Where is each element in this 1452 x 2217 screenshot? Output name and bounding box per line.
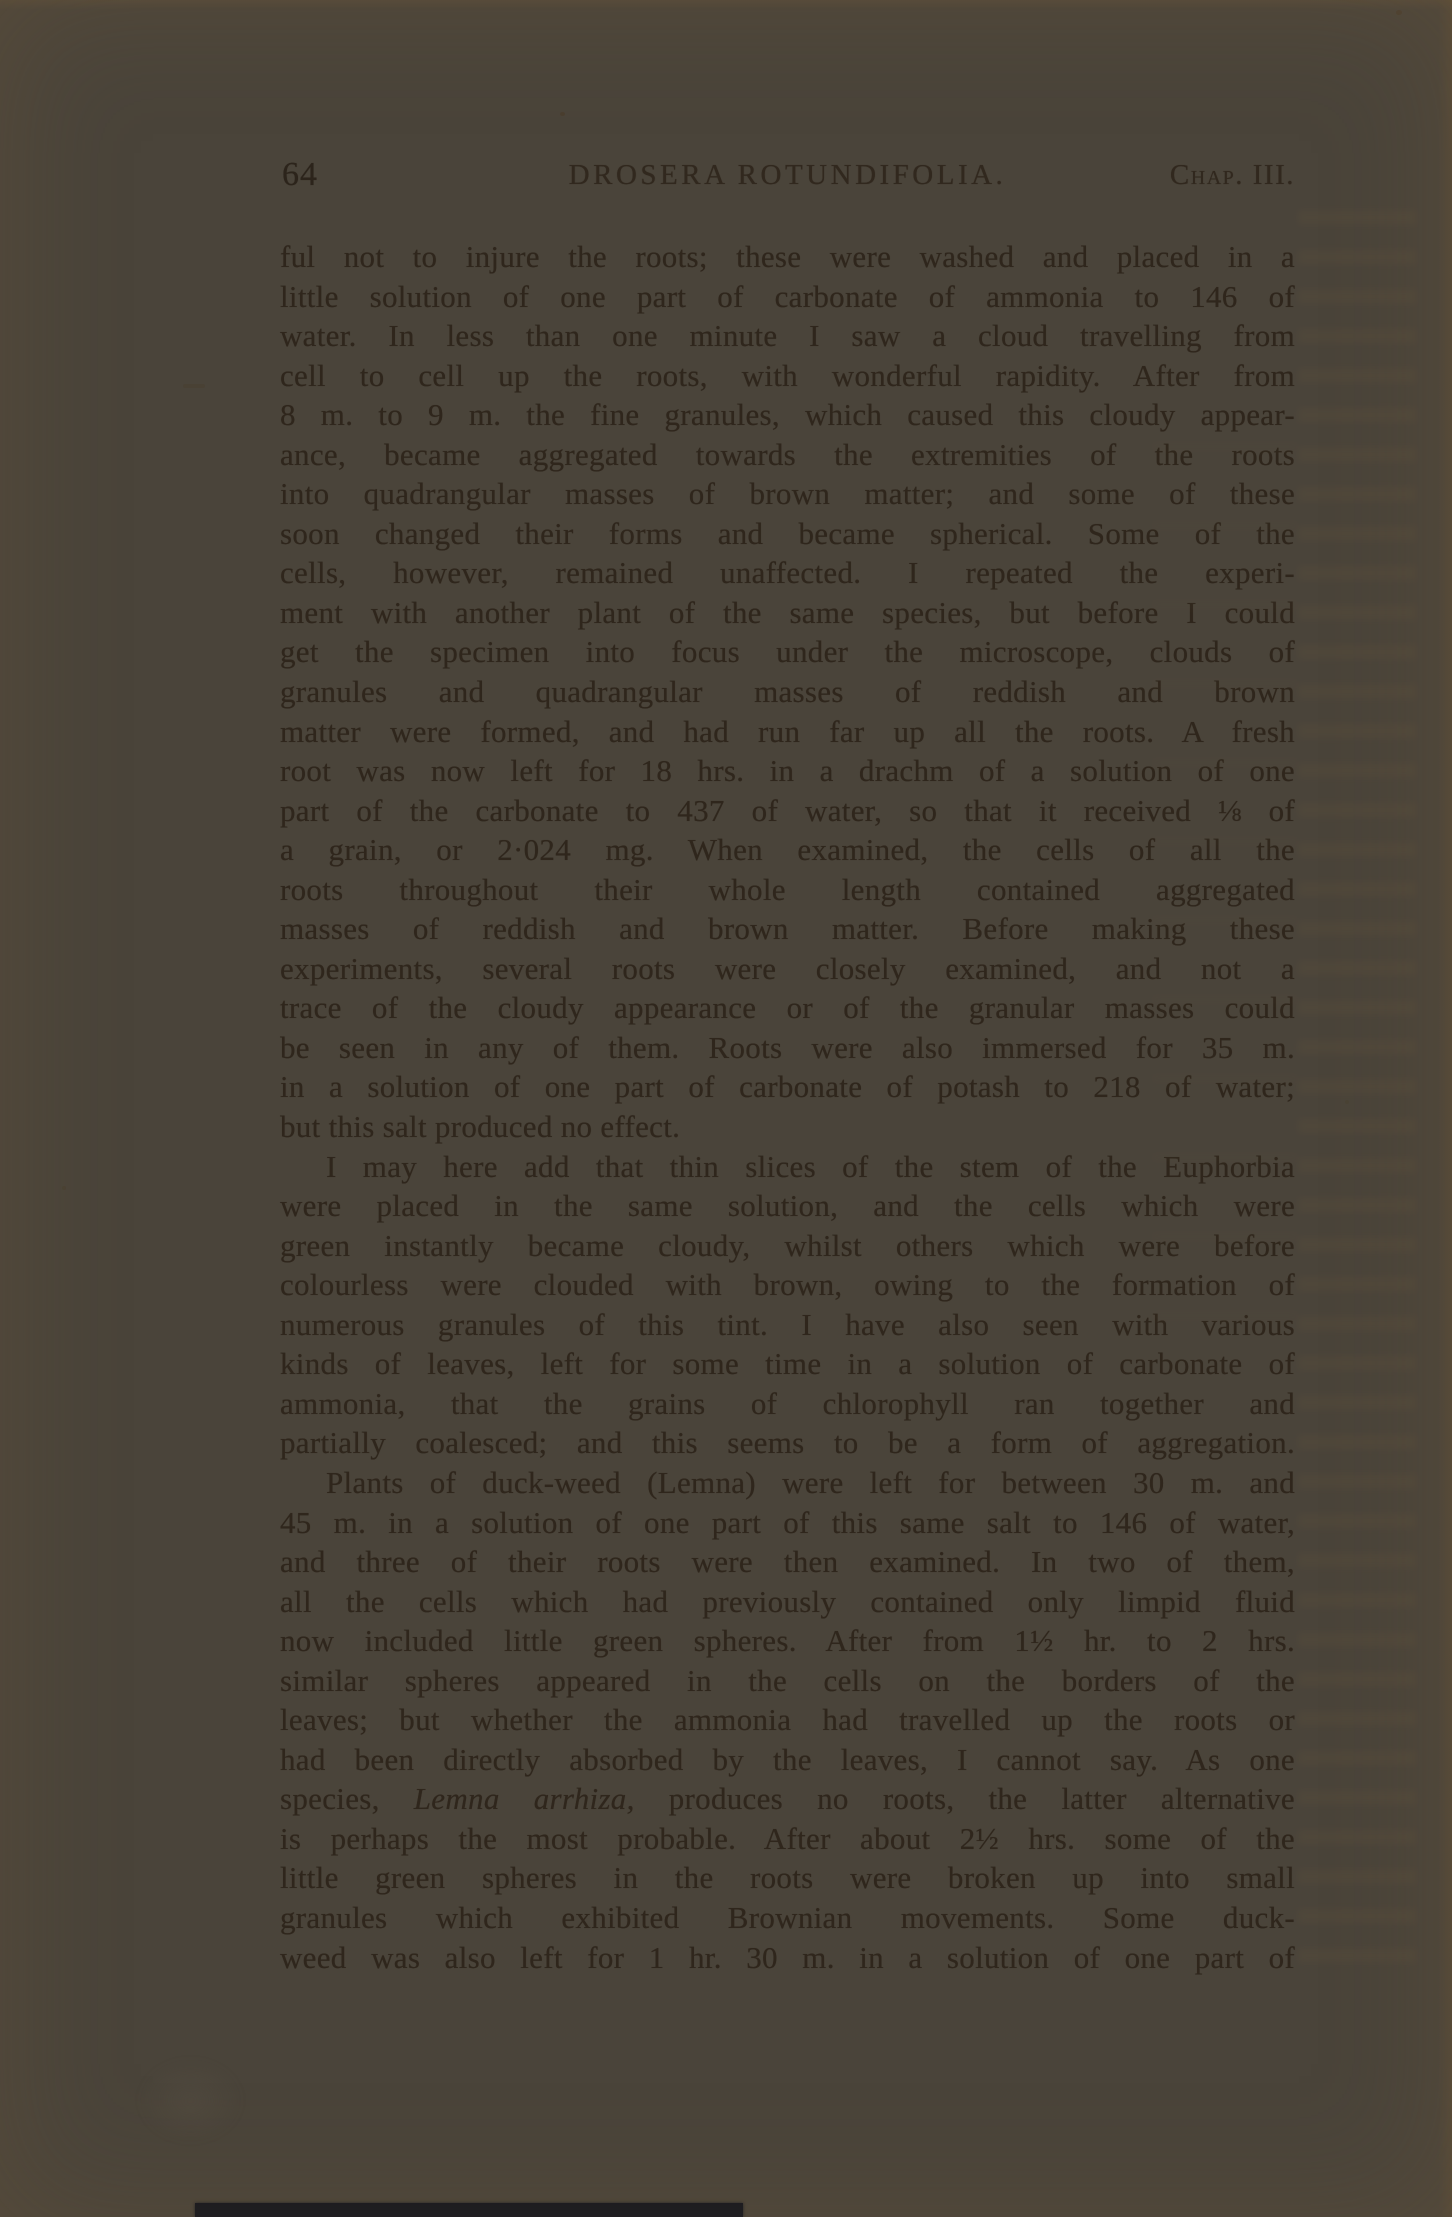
text-line: be seen in any of them. Roots were also immersed for 35 m.	[280, 1029, 1295, 1065]
text-line: ammonia, that the grains of chlorophyll ran together and	[280, 1385, 1295, 1421]
page-right-shadow	[1438, 0, 1452, 2217]
text-line: ance, became aggregated towards the extremities of the roots	[280, 436, 1295, 472]
text-line: cell to cell up the roots, with wonderful rapidity. After from	[280, 357, 1295, 393]
text-line: all the cells which had previously contained only limpid fluid	[280, 1583, 1295, 1619]
text-line: in a solution of one part of carbonate of potash to 218 of water;	[280, 1069, 1295, 1105]
bleed-through-ghost-text	[1298, 210, 1416, 1970]
text-line: similar spheres appeared in the cells on the borders of the	[280, 1662, 1295, 1698]
text-line: I may here add that thin slices of the stem of the Euphorbia	[326, 1148, 1295, 1184]
text-line: trace of the cloudy appearance or of the granular masses could	[280, 990, 1295, 1026]
text-line: 8 m. to 9 m. the fine granules, which caused this cloudy appear-	[280, 397, 1295, 433]
text-line: a grain, or 2·024 mg. When examined, the cells of all the	[280, 832, 1295, 868]
text-line: granules which exhibited Brownian movements. Some duck-	[280, 1899, 1295, 1935]
text-line: numerous granules of this tint. I have also seen with various	[280, 1306, 1295, 1342]
text-line: roots throughout their whole length contained aggregated	[280, 871, 1295, 907]
paper-speck	[1396, 10, 1402, 15]
text-line: ment with another plant of the same species, but before I could	[280, 594, 1295, 630]
text-line: water. In less than one minute I saw a cloud travelling from	[280, 318, 1295, 354]
text-line: matter were formed, and had run far up all the roots. A fresh	[280, 713, 1295, 749]
text-line: and three of their roots were then examined. In two of them,	[280, 1544, 1295, 1580]
text-line: species, Lemna arrhiza, produces no roots, the latter alternative	[280, 1781, 1295, 1817]
text-line: into quadrangular masses of brown matter; and some of these	[280, 476, 1295, 512]
text-line: part of the carbonate to 437 of water, so that it received ⅛ of	[280, 792, 1295, 828]
paper-speck	[1345, 1100, 1349, 1104]
paper-speck	[560, 112, 565, 116]
text-line: had been directly absorbed by the leaves, I cannot say. As one	[280, 1741, 1295, 1777]
paper-speck	[183, 384, 205, 388]
paper-speck	[62, 1186, 66, 1190]
scan-bottom-bar	[195, 2203, 743, 2217]
text-line: experiments, several roots were closely examined, and not a	[280, 950, 1295, 986]
text-line: cells, however, remained unaffected. I repeated the experi-	[280, 555, 1295, 591]
text-line: get the specimen into focus under the microscope, clouds of	[280, 634, 1295, 670]
page-torn-edge	[0, 0, 26, 2217]
text-line: masses of reddish and brown matter. Before making these	[280, 911, 1295, 947]
body-text	[280, 237, 1295, 1977]
chapter-label: Chap. III.	[1169, 159, 1295, 191]
page-top-shadow	[0, 0, 1452, 10]
text-line: little solution of one part of carbonate of ammonia to 146 of	[280, 278, 1295, 314]
bleed-through-ghost-text	[1150, 440, 1300, 1340]
text-line: soon changed their forms and became spherical. Some of the	[280, 515, 1295, 551]
text-line: Plants of duck-weed (Lemna) were left for between 30 m. and	[326, 1464, 1295, 1500]
text-line: were placed in the same solution, and the cells which were	[280, 1188, 1295, 1224]
text-line: weed was also left for 1 hr. 30 m. in a solution of one part of	[280, 1939, 1295, 1975]
text-line: root was now left for 18 hrs. in a drachm of a solution of one	[280, 753, 1295, 789]
text-line: now included little green spheres. After from 1½ hr. to 2 hrs.	[280, 1623, 1295, 1659]
text-line: green instantly became cloudy, whilst others which were before	[280, 1227, 1295, 1263]
text-line: kinds of leaves, left for some time in a solution of carbonate of	[280, 1346, 1295, 1382]
running-title: DROSERA ROTUNDIFOLIA.	[568, 159, 1007, 191]
text-line: leaves; but whether the ammonia had travelled up the roots or	[280, 1702, 1295, 1738]
paper-smudge	[138, 2058, 243, 2143]
text-line: little green spheres in the roots were broken up into small	[280, 1860, 1295, 1896]
text-line: 45 m. in a solution of one part of this same salt to 146 of water,	[280, 1504, 1295, 1540]
running-head	[280, 156, 1295, 198]
text-line: colourless were clouded with brown, owing to the formation of	[280, 1267, 1295, 1303]
page-number: 64	[282, 156, 318, 193]
text-line: granules and quadrangular masses of reddish and brown	[280, 674, 1295, 710]
text-line: is perhaps the most probable. After about 2½ hrs. some of the	[280, 1820, 1295, 1856]
text-line: ful not to injure the roots; these were washed and placed in a	[280, 239, 1295, 274]
text-line: partially coalesced; and this seems to be a form of aggregation.	[280, 1425, 1295, 1461]
text-line: but this salt produced no effect.	[280, 1109, 681, 1145]
